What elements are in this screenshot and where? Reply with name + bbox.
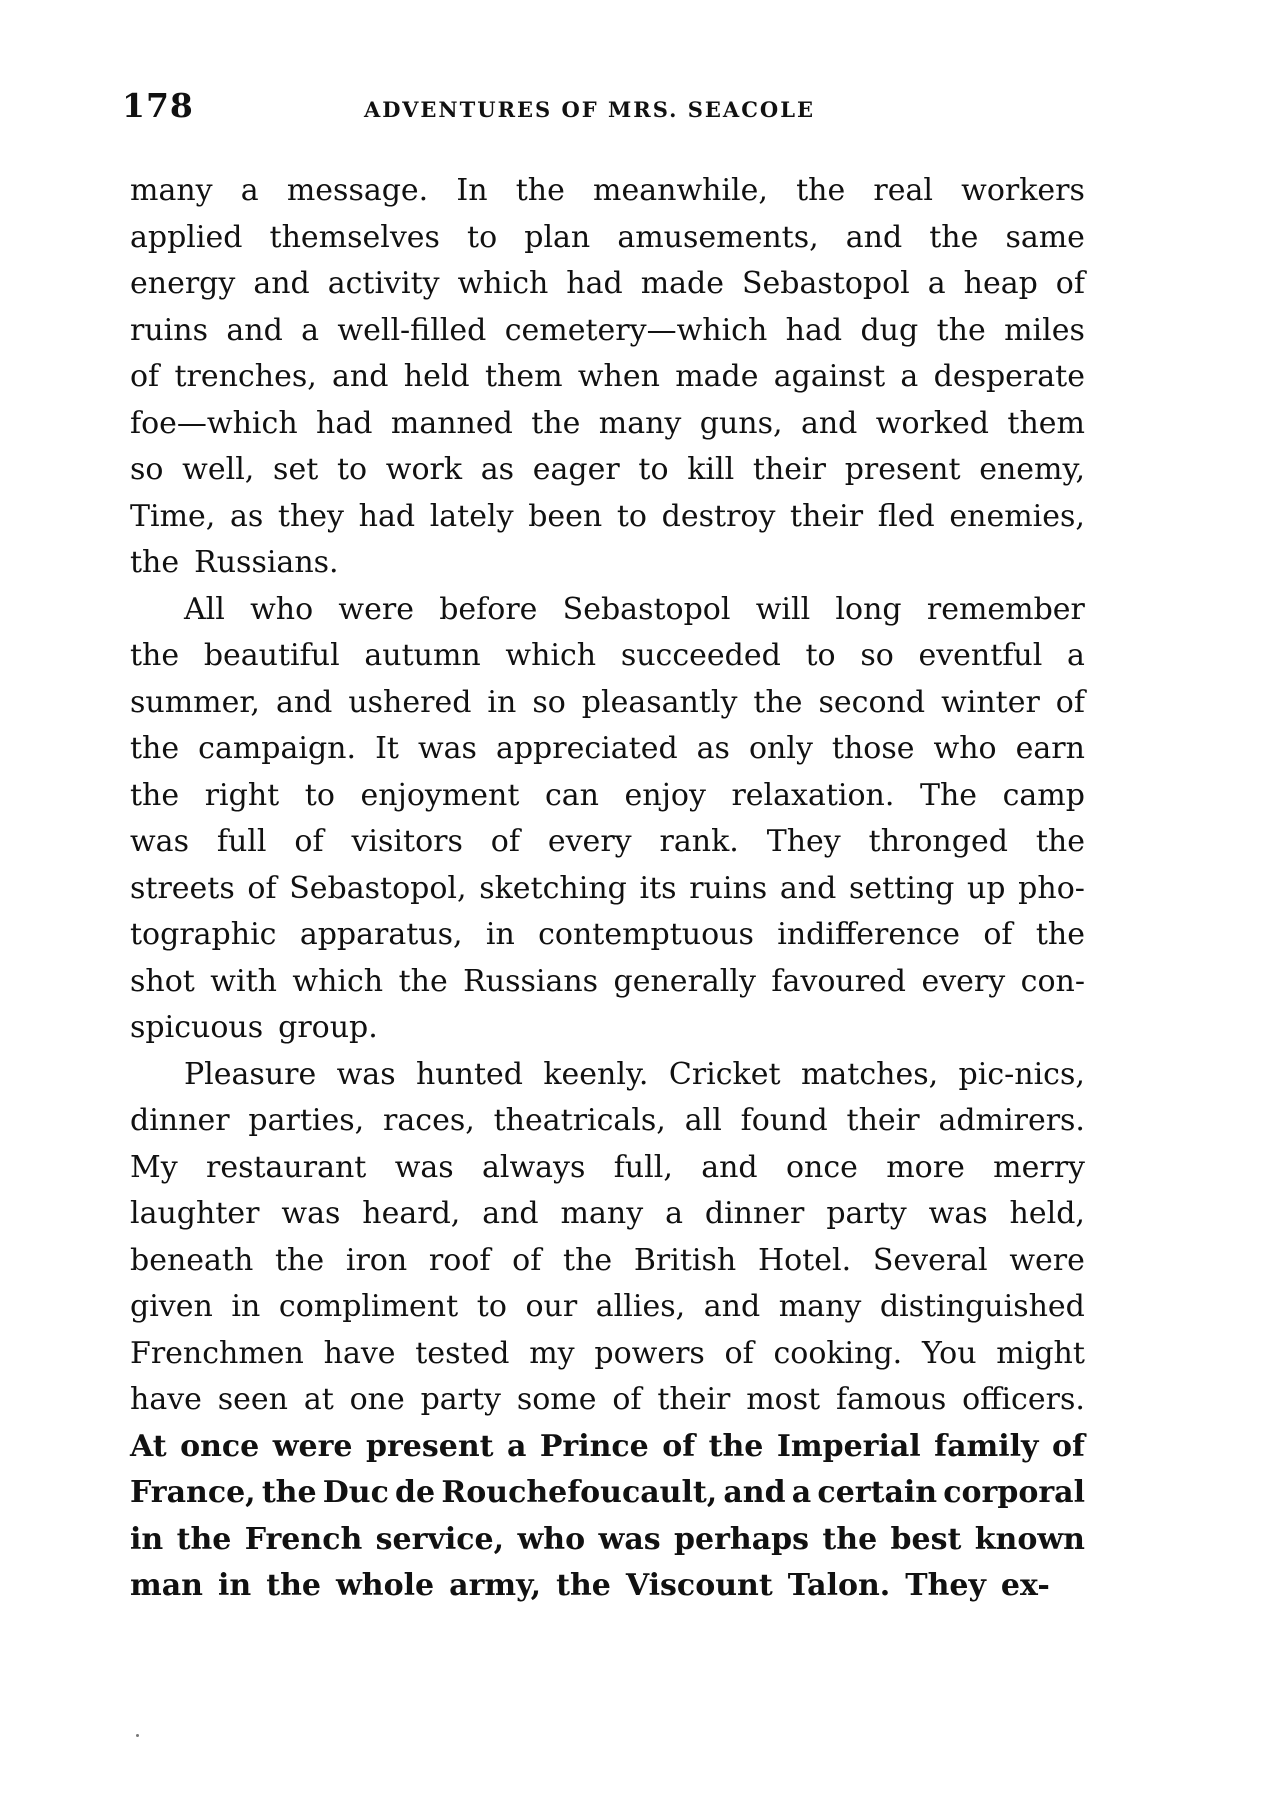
scan-speck <box>136 1734 139 1737</box>
text-line: was full of visitors of every rank. They thronged the <box>130 824 1085 859</box>
text-line: man in the whole army, the Viscount Talon. They ex- <box>130 1568 1050 1603</box>
body-text <box>130 168 1085 1610</box>
text-line: given in compliment to our allies, and many distinguished <box>130 1289 1085 1324</box>
text-line: summer, and ushered in so pleasantly the second winter of <box>130 684 1085 720</box>
text-line: dinner parties, races, theatricals, all found their admirers. <box>130 1103 1085 1138</box>
text-line: France, the Duc de Rouchefoucault, and a certain corporal <box>130 1475 1085 1510</box>
text-line: the campaign. It was appreciated as only those who earn <box>130 731 1085 766</box>
text-line: the Russians. <box>130 545 339 580</box>
text-line: Frenchmen have tested my powers of cooking. You might <box>130 1335 1085 1371</box>
paragraph <box>130 1052 1085 1610</box>
page-header <box>122 86 1082 134</box>
text-line: shot with which the Russians generally favoured every con- <box>130 963 1085 999</box>
text-line: beneath the iron roof of the British Hotel. Several were <box>130 1242 1085 1278</box>
text-line: energy and activity which had made Sebastopol a heap of <box>130 266 1085 301</box>
text-line: of trenches, and held them when made against a desperate <box>130 359 1085 394</box>
text-line: laughter was heard, and many a dinner party was held, <box>130 1196 1085 1231</box>
paragraph <box>130 168 1085 587</box>
paragraph <box>130 587 1085 1052</box>
text-line: Pleasure was hunted keenly. Cricket matches, pic-nics, <box>184 1056 1085 1092</box>
text-line: Time, as they had lately been to destroy their fled enemies, <box>130 498 1085 534</box>
text-line: All who were before Sebastopol will long remember <box>184 591 1085 627</box>
text-line: My restaurant was always full, and once more merry <box>130 1149 1085 1185</box>
text-line: spicuous group. <box>130 1010 378 1045</box>
text-line: many a message. In the meanwhile, the real workers <box>130 173 1085 208</box>
text-line: At once were present a Prince of the Imperial family of <box>130 1428 1085 1464</box>
running-title: ADVENTURES OF MRS. SEACOLE <box>364 97 815 122</box>
page-number: 178 <box>122 86 194 125</box>
text-line: applied themselves to plan amusements, and the same <box>130 219 1085 255</box>
text-line: so well, set to work as eager to kill their present enemy, <box>130 452 1085 487</box>
text-line: foe—which had manned the many guns, and worked them <box>130 405 1085 441</box>
text-line: the beautiful autumn which succeeded to so eventful a <box>130 638 1085 673</box>
text-line: the right to enjoyment can enjoy relaxation. The camp <box>130 777 1085 813</box>
text-line: tographic apparatus, in contemptuous indifference of the <box>130 917 1085 952</box>
text-line: in the French service, who was perhaps the best known <box>130 1521 1085 1557</box>
text-line: have seen at one party some of their most famous officers. <box>130 1382 1085 1417</box>
text-line: ruins and a well-filled cemetery—which had dug the miles <box>130 312 1085 348</box>
text-line: streets of Sebastopol, sketching its ruins and setting up pho- <box>130 870 1085 906</box>
